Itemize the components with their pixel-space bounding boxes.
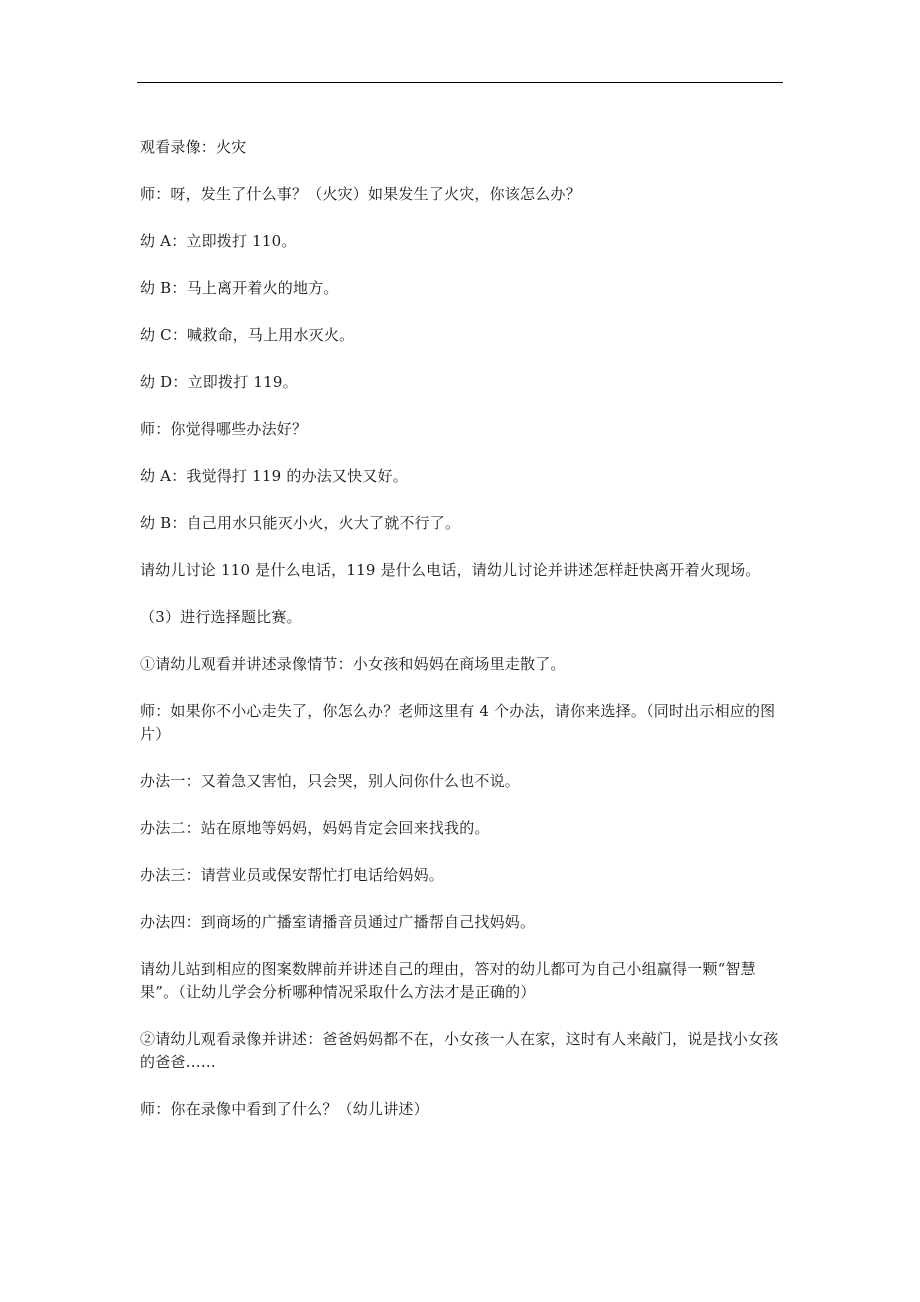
paragraph: 请幼儿站到相应的图案数牌前并讲述自己的理由，答对的幼儿都可为自己小组赢得一颗“智慧果”。（让幼儿学会分析哪种情况采取什么方法才是正确的） [140, 960, 756, 1001]
paragraph: 办法二：站在原地等妈妈，妈妈肯定会回来找我的。 [140, 819, 490, 837]
paragraph: 办法三：请营业员或保安帮忙打电话给妈妈。 [140, 866, 445, 884]
paragraph: 观看录像：火灾 [140, 138, 247, 156]
paragraph: 幼 D：立即拨打 119。 [140, 373, 298, 391]
document-body [140, 136, 788, 1145]
paragraph: （3）进行选择题比赛。 [140, 608, 302, 626]
paragraph: ①请幼儿观看并讲述录像情节：小女孩和妈妈在商场里走散了。 [140, 655, 566, 673]
paragraph: 办法一：又着急又害怕，只会哭，别人问你什么也不说。 [140, 772, 521, 790]
paragraph: 幼 B：自己用水只能灭小火，火大了就不行了。 [140, 514, 461, 532]
paragraph: 幼 A：立即拨打 110。 [140, 232, 297, 250]
paragraph: 幼 A：我觉得打 119 的办法又快又好。 [140, 467, 408, 485]
paragraph: 师：如果你不小心走失了，你怎么办？老师这里有 4 个办法，请你来选择。（同时出示相应的图片） [140, 702, 776, 743]
header-rule [137, 82, 783, 83]
paragraph: 幼 C：喊救命，马上用水灭火。 [140, 326, 355, 344]
paragraph: 请幼儿讨论 110 是什么电话，119 是什么电话，请幼儿讨论并讲述怎样赶快离开着火现场。 [140, 561, 761, 579]
paragraph: 幼 B：马上离开着火的地方。 [140, 279, 339, 297]
paragraph: 师：呀，发生了什么事？（火灾）如果发生了火灾，你该怎么办？ [140, 185, 581, 203]
paragraph: 师：你觉得哪些办法好？ [140, 420, 308, 438]
paragraph: 办法四：到商场的广播室请播音员通过广播帮自己找妈妈。 [140, 913, 536, 931]
paragraph: 师：你在录像中看到了什么？（幼儿讲述） [140, 1100, 429, 1118]
paragraph: ②请幼儿观看录像并讲述：爸爸妈妈都不在，小女孩一人在家，这时有人来敲门，说是找小女孩的爸爸…… [140, 1030, 779, 1071]
